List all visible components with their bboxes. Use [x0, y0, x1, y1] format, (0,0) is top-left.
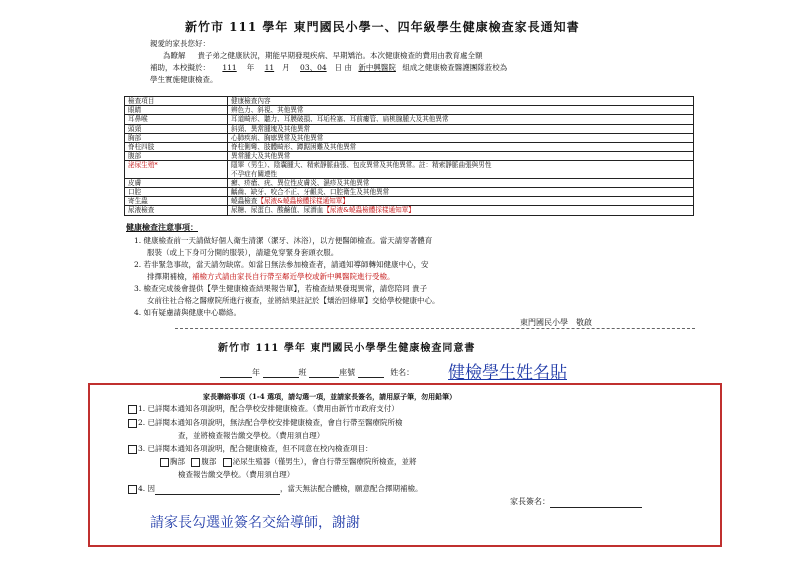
- note-4: 4. 如有疑慮請與健康中心聯絡。: [134, 308, 242, 317]
- intro-line-1: [163, 50, 483, 62]
- table-row: [125, 106, 694, 115]
- seat-blank[interactable]: [309, 367, 339, 378]
- table-row: [125, 115, 694, 124]
- parent-sign-label: 家長簽名：: [510, 497, 550, 506]
- exam-year: 111: [222, 63, 237, 72]
- abdomen-label: 腹部: [201, 457, 217, 466]
- row-item: 脊柱四肢: [125, 143, 228, 152]
- row-item: 寄生蟲: [125, 197, 228, 206]
- parent-signature-blank[interactable]: [550, 497, 642, 508]
- notice-title: 新竹市 111 學年 東門國民小學一、四年級學生健康檢查家長通知書: [185, 20, 580, 34]
- exam-items-table: [124, 96, 694, 216]
- option-3-tail: ，會自行帶至醫療院所檢查，並將: [304, 457, 417, 466]
- abdomen-checkbox[interactable]: [191, 458, 200, 467]
- row-item: 胸部: [125, 133, 228, 142]
- row-content: 斜頸、異常腫塊及其他異常: [228, 124, 694, 133]
- year-unit: 年: [246, 63, 255, 72]
- note-3a: 3. 檢查完成後會提供【學生健康檢查結果報告單】，若檢查結果發現異常，請您陪同 貴子: [134, 284, 428, 293]
- row-content: 心肺疾病、胸廓異常及其他異常: [228, 133, 694, 142]
- month-unit: 月: [282, 63, 290, 72]
- option-4-reason-blank[interactable]: [155, 486, 280, 495]
- option-3-items: [160, 456, 417, 468]
- row-content: 脊柱側彎、肢體畸形、蹲踞困難及其他異常: [228, 143, 694, 152]
- row-item: 耳鼻喉: [125, 115, 228, 124]
- seat-label: 座號: [339, 368, 356, 377]
- intro-text-2b: 組成之健康檢查醫護團隊蒞校為: [402, 63, 508, 72]
- year-blank[interactable]: [220, 367, 252, 378]
- note-3b: 女前往社合格之醫療院所進行複查，並將結果註記於【矯治回條單】交給學校健康中心。: [147, 296, 440, 305]
- table-row: [125, 124, 694, 133]
- chest-label: 胸部: [170, 457, 185, 466]
- row-item: 頭頸: [125, 124, 228, 133]
- table-header-row: [125, 97, 694, 106]
- date-by: 由: [344, 63, 353, 72]
- box-heading: 家長聯絡事項（1-4 選項，請勾選一項，並請家長簽名，請用原子筆，勿用鉛筆）: [203, 392, 457, 401]
- row-item: 泌尿生殖*: [125, 161, 228, 178]
- option-1-text: 1. 已詳閱本通知各項說明，配合學校安排健康檢查。（費用由新竹市政府支付）: [138, 404, 399, 413]
- note-2b-text: 排擇期補檢，: [147, 272, 192, 281]
- note-2b: [147, 271, 395, 283]
- consent-title: 新竹市 111 學年 東門國民小學學生健康檢查同意書: [218, 343, 476, 354]
- row-item: 皮膚: [125, 178, 228, 187]
- greeting: 親愛的家長您好：: [150, 39, 210, 48]
- table-row: [125, 178, 694, 187]
- option-3-line3: 檢查報告繳交學校。（費用須自理）: [178, 470, 295, 479]
- urogenital-checkbox[interactable]: [223, 458, 232, 467]
- row-item: 尿液檢查: [125, 206, 228, 215]
- urogenital-label: 泌尿生殖器（僅男生）: [232, 457, 305, 466]
- row-item: 腹部: [125, 152, 228, 161]
- option-1: [128, 403, 399, 415]
- name-label: 姓名：: [390, 368, 415, 377]
- row-content-text: 尿糖、尿蛋白、酸鹼值、尿潛血: [231, 206, 324, 215]
- seat-no-blank[interactable]: [358, 367, 384, 378]
- intro-text-2a: 補助，本校擬於：: [150, 63, 210, 72]
- note-1b: 服裝（或上下身可分開的服裝），請避免穿緊身套頭衣服。: [147, 248, 339, 257]
- row-item: 眼睛: [125, 106, 228, 115]
- notes-heading: 健康檢查注意事項：: [126, 222, 198, 232]
- row-content: [228, 197, 694, 206]
- row-content: [228, 206, 694, 215]
- day-unit: 日: [334, 63, 343, 72]
- option-2-text: 2. 已詳閱本通知各項說明，無法配合學校安排健康檢查，會自行帶至醫療院所檢: [138, 418, 403, 427]
- row-item: 口腔: [125, 188, 228, 197]
- table-row: [125, 143, 694, 152]
- header-content: 健康檢查內容: [228, 97, 694, 106]
- row-content: [228, 161, 694, 178]
- header-item: 檢查項目: [125, 97, 228, 106]
- intro-line-2: [150, 62, 507, 74]
- note-2b-red: 補檢方式請由家長自行帶至鄰近學校或新中興醫院進行受檢。: [192, 272, 395, 281]
- exam-day: 03、04: [300, 63, 327, 72]
- parent-sign-row: [510, 496, 642, 508]
- table-row: [125, 152, 694, 161]
- note-1a: 1. 健康檢查前一天請做好個人衛生清潔（潔牙、沐浴），以方便醫師檢查。當天請穿著體育: [134, 236, 433, 245]
- note-2a: 2. 若非緊急事故，當天請勿缺席。如當日無法參加檢查者，請通知導師轉知健康中心，安: [134, 260, 429, 269]
- student-info-row: [220, 367, 414, 378]
- year-label: 年: [252, 368, 260, 377]
- table-row: [125, 133, 694, 142]
- table-row: [125, 197, 694, 206]
- option-3-checkbox[interactable]: [128, 445, 137, 454]
- option-2-line2: 查，並將檢查報告繳交學校。（費用須自理）: [178, 431, 325, 440]
- option-4-prefix: 4. 因: [138, 484, 156, 493]
- row-content-red: 【尿液&蟯蟲檢體採樣通知單】: [257, 197, 349, 206]
- intro-line-3: 學生實施健康檢查。: [150, 75, 218, 84]
- footer-instruction: 請家長勾選並簽名交給導師，謝謝: [150, 515, 360, 531]
- class-blank[interactable]: [263, 367, 299, 378]
- table-row: [125, 188, 694, 197]
- row-content-text: 蟯蟲檢查: [231, 197, 258, 206]
- option-1-checkbox[interactable]: [128, 405, 137, 414]
- option-2-checkbox[interactable]: [128, 419, 137, 428]
- exam-month: 11: [264, 63, 275, 72]
- option-3: [128, 443, 373, 455]
- row-content-red: 【尿液&蟯蟲檢體採樣通知單】: [323, 206, 415, 215]
- row-content-line1: 隱睪（男生）、陰囊腫大、精索靜脈曲張、包皮異常及其他異常。註：精索靜脈曲張與男性: [231, 161, 492, 170]
- table-row: [125, 161, 694, 178]
- option-4: [128, 483, 423, 495]
- row-content: 齲齒、缺牙、咬合不正、牙齦炎、口腔衛生及其他異常: [228, 188, 694, 197]
- row-content: 耳道畸形、聽力、耳膜破損、耳垢栓塞、耳前瘻管、扁桃腺腫大及其他異常: [228, 115, 694, 124]
- option-2: [128, 417, 403, 429]
- row-content: 癬、疥瘡、疣、異位性皮膚炎、濕疹及其他異常: [228, 178, 694, 187]
- notice-signature: 東門國民小學 敬啟: [520, 318, 592, 327]
- option-4-tail: ，當天無法配合體檢，願意配合擇期補檢。: [280, 484, 423, 493]
- hospital-name: 新中興醫院: [358, 63, 396, 72]
- option-3-text: 3. 已詳閱本通知各項說明，配合健康檢查，但不同意在校內檢查項目：: [138, 444, 373, 453]
- option-4-checkbox[interactable]: [128, 485, 137, 494]
- table-row: [125, 206, 694, 215]
- row-content-line2: 不孕症有關連性: [231, 169, 278, 178]
- chest-checkbox[interactable]: [160, 458, 169, 467]
- row-content: 異常腫大及其他異常: [228, 152, 694, 161]
- row-content: 辨色力、斜視、其他異常: [228, 106, 694, 115]
- cut-line: [175, 328, 695, 329]
- intro-text-1: 貴子弟之健康狀況，期能早期發現疾病、早期矯治。本次健康檢查的費用由教育處全額: [197, 51, 483, 60]
- intro-prefix: 為瞭解: [163, 51, 186, 60]
- name-sticker-placeholder[interactable]: 健檢學生姓名貼: [448, 363, 567, 383]
- class-label: 班: [298, 368, 307, 377]
